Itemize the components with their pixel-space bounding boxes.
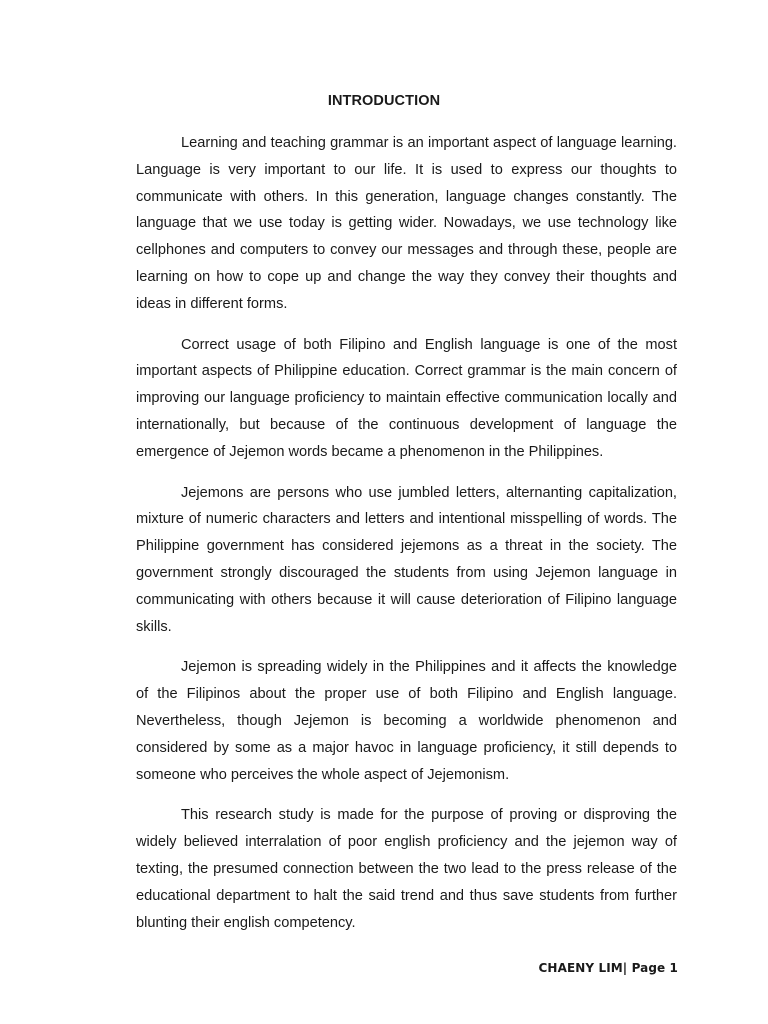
paragraph-3: Jejemons are persons who use jumbled letters, alternanting capitalization, mixture of numeric characters and letters and intentional misspelling of words. The Philippine government has considered jejemons as a threat in the society. The government strongly discouraged the students from using Jejemon language in communicating with others because it will cause deterioration of Filipino language skills. (136, 484, 677, 635)
paragraph-5: This research study is made for the purpose of proving or disproving the widely believed interralation of poor english proficiency and the jejemon way of texting, the presumed connection between the two lead to the press release of the educational department to halt the said trend and thus save students from further blunting their english competency. (136, 807, 677, 931)
paragraph-4: Jejemon is spreading widely in the Philippines and it affects the knowledge of the Filipinos about the proper use of both Filipino and English language. Nevertheless, though Jejemon is becoming a worldwide phenomenon and considered by some as a major havoc in language proficiency, it still depends to someone who perceives the whole aspect of Jejemonism. (136, 659, 677, 783)
page-footer: CHAENY LIM| Page 1 (538, 961, 678, 975)
paragraph-2: Correct usage of both Filipino and English language is one of the most important aspects of Philippine education. Correct grammar is the main concern of improving our language proficiency to maintain effective communication locally and internationally, but because of the continuous development of language the emergence of Jejemon words became a phenomenon in the Philippines. (136, 336, 677, 460)
paragraph-1: Learning and teaching grammar is an important aspect of language learning. Language is very important to our life. It is used to express our thoughts to communicate with others. In this generation, language changes constantly. The language that we use today is getting wider. Nowadays, we use technology like cellphones and computers to convey our messages and through these, people are learning on how to cope up and change the way they convey their thoughts and ideas in different forms. (136, 135, 677, 312)
document-title: INTRODUCTION (327, 93, 441, 109)
document-body (136, 130, 677, 950)
